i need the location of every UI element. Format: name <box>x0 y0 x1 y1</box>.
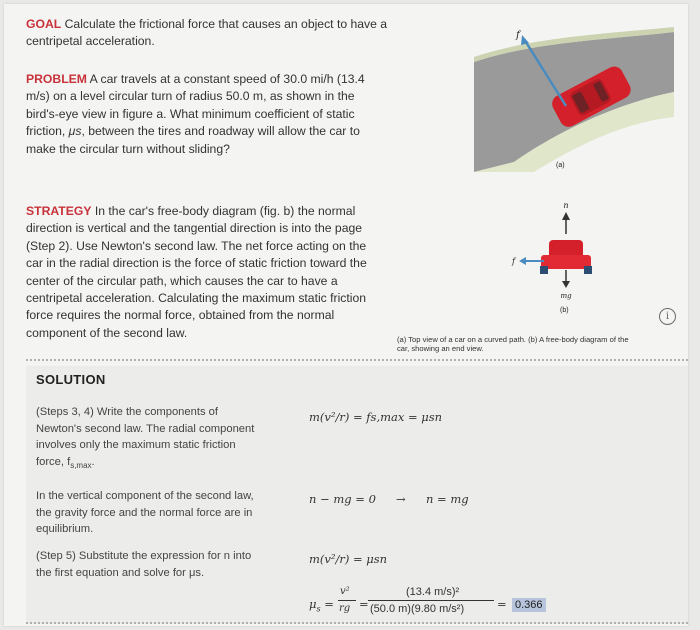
solution-step-2: In the vertical component of the second law, the gravity force and the normal force are in equilibrium. <box>36 490 254 535</box>
bottom-dotted-divider <box>26 622 688 624</box>
car-figure <box>474 22 674 342</box>
problem-paragraph <box>26 71 386 158</box>
fraction-numerator: (13.4 m/s)² <box>406 586 460 598</box>
arrow-icon: → <box>396 492 406 506</box>
free-body-diagram <box>519 212 592 288</box>
answer-highlight: 0.366 <box>512 598 546 612</box>
equation-2b: n = mg <box>426 492 469 506</box>
figure-label-a: (a) <box>556 162 565 169</box>
figure-label-b: (b) <box>560 307 569 314</box>
equation-1: m(v²/r) = fs,max = μsn <box>309 410 443 424</box>
fraction-denominator: (50.0 m)(9.80 m/s²) <box>370 603 465 615</box>
fs-label-b: f <box>512 257 515 266</box>
v2-over-rg-num: v² <box>340 586 350 597</box>
fs-label-a: f <box>516 30 520 41</box>
problem-text-1: A car travels at a constant speed of 30.0 mi/h (13.4 m/s) on a level circular turn of radius 50.0 m, as shown in the bird's-eye view in figure a. What minimum coefficient of static friction, <box>26 72 365 139</box>
n-label: n <box>563 201 569 210</box>
strategy-label: STRATEGY <box>26 204 92 218</box>
dotted-divider <box>26 359 688 361</box>
equation-3 <box>309 552 387 566</box>
fraction-line-1 <box>338 600 356 601</box>
fraction-line-2 <box>368 600 494 601</box>
eq3-text: m(v²/r) = μsn <box>309 552 388 566</box>
step1-text: (Steps 3, 4) Write the components of Newton's second law. The radial component involves only the maximum static friction force, f <box>36 406 255 468</box>
solution-step-3: (Step 5) Substitute the expression for n into the first equation and solve for μs. <box>36 550 252 579</box>
solution-heading: SOLUTION <box>36 372 106 387</box>
goal-text: Calculate the frictional force that causes an object to have a centripetal acceleration. <box>26 17 388 49</box>
mu-s-lhs: $\mu_s$ = <box>309 597 334 614</box>
solution-box <box>26 366 688 624</box>
strategy-paragraph <box>26 203 386 342</box>
solution-step-1: (Steps 3, 4) Write the components of Newton's second law. The radial component involves only the maximum static friction force, $f_{s,max}$. <box>36 406 255 470</box>
problem-text-2: , between the tires and roadway will allow the car to make the circular turn without sliding? <box>26 124 360 156</box>
equals-sign: = <box>359 597 369 611</box>
v2-over-rg-den: rg <box>339 603 351 614</box>
mu-s-symbol: μs <box>68 124 82 139</box>
figure-caption: (a) Top view of a car on a curved path. (b) A free-body diagram of the car, showing an end view. <box>397 335 629 353</box>
strategy-text: In the car's free-body diagram (fig. b) the normal direction is vertical and the tangential direction is into the page (Step 2). Use Newton's second law. The net force acting on the car in the radial direction is the force of static friction toward the center of the circular path, which causes the car to have a centripetal acceleration. Calculating the maximum static friction force requires the normal force, obtained from the normal component of the second law. <box>26 204 367 340</box>
equation-2a: n − mg = 0 <box>309 492 376 506</box>
problem-label: PROBLEM <box>26 72 87 86</box>
textbook-page <box>4 4 688 626</box>
equals-sign-2: = <box>497 597 507 611</box>
info-icon[interactable]: i <box>659 308 676 325</box>
step1-subscript: s,max <box>70 460 92 470</box>
mg-label: mg <box>560 292 572 300</box>
goal-paragraph <box>26 16 406 51</box>
goal-label: GOAL <box>26 17 62 31</box>
